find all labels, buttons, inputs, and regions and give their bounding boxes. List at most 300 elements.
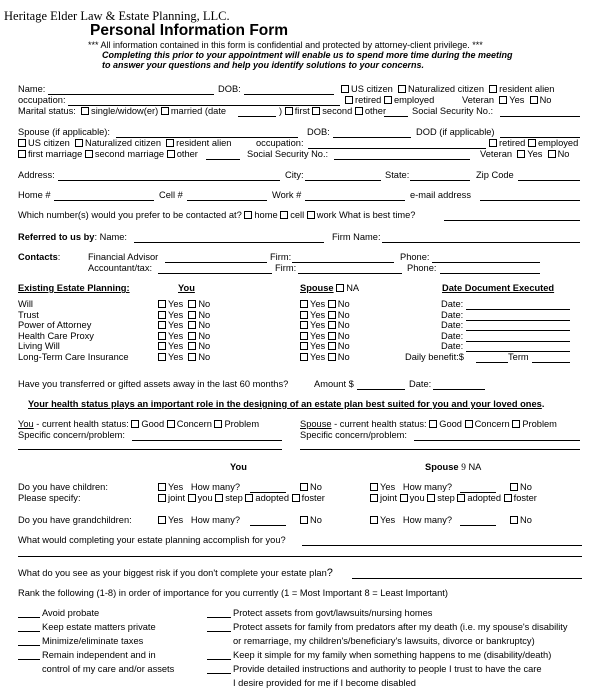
estate-item-label: Living Will — [18, 341, 60, 351]
spouse-problem-label: Problem — [522, 419, 557, 429]
naturalized-checkbox[interactable] — [398, 85, 406, 93]
daily-benefit-label: Daily benefit:$ — [405, 352, 464, 362]
you-joint-label: joint — [168, 493, 186, 503]
married-date-field[interactable] — [238, 116, 276, 117]
you-children-yes-checkbox[interactable] — [158, 483, 166, 491]
you-grandchildren-no — [300, 515, 322, 526]
spouse-veteran-label: Veteran — [480, 149, 513, 159]
estate-item-label: Health Care Proxy — [18, 331, 94, 341]
estate-you-yes-checkbox[interactable] — [158, 321, 166, 329]
you-concern-label: Concern — [176, 419, 212, 429]
estate-spouse-no-checkbox[interactable] — [328, 332, 336, 340]
estate-spouse-yes-checkbox[interactable] — [300, 321, 308, 329]
estate-date-label: Date: — [441, 331, 464, 341]
other-checkbox[interactable] — [355, 107, 363, 115]
estate-spouse-yes-label: Yes — [310, 341, 326, 351]
transfer-date-field[interactable] — [433, 389, 485, 390]
estate-spouse-no-checkbox[interactable] — [328, 321, 336, 329]
spouse-citizenship-options — [18, 138, 231, 149]
advisor-phone-label: Phone: — [400, 252, 430, 262]
rank-option-label: control of my care and/or assets — [42, 664, 175, 674]
estate-date-label: Date: — [441, 299, 464, 309]
estate-you-no-checkbox[interactable] — [188, 311, 196, 319]
best-time-label: What is best time? — [339, 210, 416, 220]
spouse-retired-label: retired — [499, 138, 526, 148]
contacts-colon: : — [57, 252, 61, 262]
confidential-notice: *** All information contained in this form is confidential and protected by attorney-client privilege. *** — [88, 40, 483, 50]
estate-you-yes-label: Yes — [168, 341, 184, 351]
first-marriage-label: first marriage — [28, 149, 83, 159]
employed-checkbox[interactable] — [384, 96, 392, 104]
you-joint-checkbox[interactable] — [158, 494, 166, 502]
estate-date-label: Date: — [441, 341, 464, 351]
you-health-row — [18, 419, 259, 430]
have-children-label: Do you have children: — [18, 482, 108, 492]
spouse-step-label: step — [437, 493, 455, 503]
you-specific-field[interactable] — [132, 440, 282, 441]
spouse-good-label: Good — [439, 419, 462, 429]
spouse-children-no-checkbox[interactable] — [510, 483, 518, 491]
you-grandchildren-yes-label: Yes — [168, 515, 184, 525]
estate-spouse-no-label: No — [337, 341, 350, 351]
spouse-resident-alien-checkbox[interactable] — [166, 139, 174, 147]
employment-options — [345, 95, 434, 106]
rank-blank[interactable] — [18, 631, 40, 632]
spouse-veteran-yes-checkbox[interactable] — [517, 150, 525, 158]
rank-option-label: Protect assets for family from predators after my death (i.e. my spouse's disability — [233, 622, 568, 632]
spouse-other-label: other — [176, 149, 198, 159]
spouse-grandchildren-count-field[interactable] — [460, 525, 496, 526]
rank-blank[interactable] — [207, 617, 231, 618]
rank-blank[interactable] — [18, 645, 40, 646]
you-children-how-many-label: How many? — [190, 482, 241, 492]
spouse-grandchildren-no-checkbox[interactable] — [510, 516, 518, 524]
you-good-checkbox[interactable] — [131, 420, 139, 428]
estate-date-field[interactable] — [466, 341, 570, 342]
marital-status-row — [18, 106, 226, 117]
estate-spouse-no-label: No — [337, 352, 350, 362]
spouse-specific-field[interactable] — [414, 440, 580, 441]
transfer-amount-field[interactable] — [357, 389, 405, 390]
spouse-other-field[interactable] — [206, 159, 240, 160]
estate-you-options — [158, 352, 210, 363]
children-you-heading: You — [230, 462, 247, 472]
email-label: e-mail address — [410, 190, 471, 200]
veteran-yes-checkbox[interactable] — [499, 96, 507, 104]
work-phone-label: Work # — [272, 190, 302, 200]
risk-question: What do you see as your biggest risk if you don't complete your estate plan — [18, 568, 327, 578]
estate-spouse-yes-checkbox[interactable] — [300, 311, 308, 319]
estate-spouse-yes-label: Yes — [310, 310, 326, 320]
you-problem-checkbox[interactable] — [214, 420, 222, 428]
you-children-options — [158, 482, 240, 493]
estate-you-no-label: No — [198, 320, 211, 330]
spouse-good-checkbox[interactable] — [429, 420, 437, 428]
transfer-amount-label: Amount $ — [314, 379, 354, 389]
first-marriage-checkbox[interactable] — [18, 150, 26, 158]
home-phone-label: Home # — [18, 190, 51, 200]
rank-option-label: Remain independent and in — [42, 650, 156, 660]
please-specify-label: Please specify: — [18, 493, 81, 503]
rank-option-label: Provide detailed instructions and authority to people I trust to have the care — [233, 664, 542, 674]
estate-you-no-label: No — [198, 299, 211, 309]
married-checkbox[interactable] — [161, 107, 169, 115]
spouse-ssn-field[interactable] — [334, 159, 470, 160]
children-spouse-na: NA — [468, 462, 482, 472]
estate-you-no-checkbox[interactable] — [188, 332, 196, 340]
rank-blank[interactable] — [207, 631, 231, 632]
spouse-children-options — [370, 482, 452, 493]
estate-you-heading: You — [178, 283, 195, 293]
estate-item-label: Will — [18, 299, 33, 309]
intro-line-1: Completing this prior to your appointment will enable us to spend more time during the meeting — [102, 50, 513, 60]
firm-name: Heritage Elder Law & Estate Planning, LLC. — [4, 9, 230, 23]
spouse-us-citizen-checkbox[interactable] — [18, 139, 26, 147]
estate-you-no-checkbox[interactable] — [188, 300, 196, 308]
estate-spouse-label: Spouse — [300, 283, 334, 293]
spouse-foster-label: foster — [513, 493, 537, 503]
first-checkbox[interactable] — [285, 107, 293, 115]
you-problem-label: Problem — [224, 419, 260, 429]
financial-advisor-label: Financial Advisor — [88, 252, 159, 262]
estate-spouse-no-checkbox[interactable] — [328, 311, 336, 319]
you-health-label: You — [18, 419, 34, 429]
children-spouse-heading — [425, 462, 481, 474]
estate-date-field[interactable] — [466, 320, 570, 321]
estate-date-field[interactable] — [466, 330, 570, 331]
estate-date-label: Date: — [441, 320, 464, 330]
rank-option-label: Keep estate matters private — [42, 622, 156, 632]
second-checkbox[interactable] — [312, 107, 320, 115]
accomplish-question: What would completing your estate planning accomplish for you? — [18, 535, 286, 545]
naturalized-label: Naturalized citizen — [408, 84, 484, 94]
intro-line-2: to answer your questions and help you identify solutions to your concerns. — [102, 60, 425, 70]
estate-you-yes-checkbox[interactable] — [158, 311, 166, 319]
children-spouse-label: Spouse — [425, 462, 459, 472]
spouse-grandchildren-how-many-label: How many? — [402, 515, 453, 525]
estate-spouse-na-label: NA — [346, 283, 360, 293]
other-label: other — [364, 106, 387, 116]
other-field[interactable] — [384, 116, 408, 117]
estate-you-yes-label: Yes — [168, 320, 184, 330]
estate-heading: Existing Estate Planning: — [18, 283, 130, 293]
estate-you-no-checkbox[interactable] — [188, 321, 196, 329]
estate-you-no-label: No — [198, 352, 211, 362]
estate-you-yes-checkbox[interactable] — [158, 353, 166, 361]
spouse-grandchildren-no — [510, 515, 532, 526]
spouse-joint-checkbox[interactable] — [370, 494, 378, 502]
spouse-grandchildren-options — [370, 515, 452, 526]
estate-item-label: Power of Attorney — [18, 320, 92, 330]
resident-alien-checkbox[interactable] — [489, 85, 497, 93]
resident-alien-label: resident alien — [499, 84, 555, 94]
spouse-naturalized-label: Naturalized citizen — [85, 138, 161, 148]
estate-you-yes-checkbox[interactable] — [158, 300, 166, 308]
spouse-specific-field-2[interactable] — [300, 449, 580, 450]
married-label: married (date — [170, 106, 227, 116]
health-banner-text: Your health status plays an important role in the designing of an estate plan best suited for you and your loved ones — [28, 399, 542, 409]
estate-you-options — [158, 299, 210, 310]
estate-spouse-yes-label: Yes — [310, 320, 326, 330]
daily-benefit-field[interactable] — [476, 362, 508, 363]
you-specific-field-2[interactable] — [18, 449, 282, 450]
accountant-phone-field[interactable] — [440, 273, 540, 274]
city-label: City: — [285, 170, 304, 180]
second-label: second — [322, 106, 353, 116]
ssn-label: Social Security No.: — [412, 106, 494, 116]
estate-item-label: Trust — [18, 310, 39, 320]
us-citizen-checkbox[interactable] — [341, 85, 349, 93]
zip-label: Zip Code — [476, 170, 514, 180]
spouse-ssn-label: Social Security No.: — [247, 149, 329, 159]
single-checkbox[interactable] — [81, 107, 89, 115]
accountant-label: Accountant/tax: — [88, 263, 153, 273]
spouse-adopted-checkbox[interactable] — [457, 494, 465, 502]
spouse-children-no — [510, 482, 532, 493]
spouse-children-how-many-label: How many? — [402, 482, 453, 492]
spouse-employed-label: employed — [537, 138, 579, 148]
estate-date-field[interactable] — [466, 309, 570, 310]
spouse-veteran-no-checkbox[interactable] — [548, 150, 556, 158]
estate-spouse-no-label: No — [337, 310, 350, 320]
first-label: first — [294, 106, 310, 116]
advisor-phone-field[interactable] — [432, 262, 540, 263]
transfer-question: Have you transferred or gifted assets away in the last 60 months? — [18, 379, 289, 389]
estate-you-no-checkbox[interactable] — [188, 342, 196, 350]
estate-you-no-label: No — [198, 310, 211, 320]
contact-preference-row — [18, 210, 415, 221]
accountant-field[interactable] — [158, 273, 272, 274]
spouse-concern-checkbox[interactable] — [465, 420, 473, 428]
retired-checkbox[interactable] — [345, 96, 353, 104]
spouse-grandchildren-yes-checkbox[interactable] — [370, 516, 378, 524]
accountant-firm-field[interactable] — [298, 273, 402, 274]
estate-spouse-no-checkbox[interactable] — [328, 353, 336, 361]
name-label: Name: — [18, 84, 46, 94]
estate-spouse-yes-label: Yes — [310, 331, 326, 341]
spouse-employed-checkbox[interactable] — [528, 139, 536, 147]
spouse-label: Spouse (if applicable): — [18, 127, 110, 137]
spouse-children-no-label: No — [520, 482, 532, 492]
spouse-adopted-label: adopted — [467, 493, 502, 503]
rank-blank[interactable] — [207, 659, 231, 660]
you-grandchildren-no-checkbox[interactable] — [300, 516, 308, 524]
referral-label: Referred to us by — [18, 232, 95, 242]
marital-status-label: Marital status: — [18, 106, 76, 116]
spouse-dob-field[interactable] — [333, 137, 411, 138]
accountant-phone-label: Phone: — [407, 263, 437, 273]
you-good-label: Good — [141, 419, 165, 429]
spouse-dod-label: DOD (if applicable) — [416, 127, 495, 137]
you-health-rest: - current health status: — [33, 419, 129, 429]
ssn-field[interactable] — [500, 116, 580, 117]
estate-spouse-no-label: No — [337, 331, 350, 341]
spouse-grandchildren-yes-label: Yes — [380, 515, 396, 525]
second-marriage-checkbox[interactable] — [85, 150, 93, 158]
single-label: single/widow(er) — [91, 106, 159, 116]
accomplish-field[interactable] — [302, 545, 582, 546]
you-children-no-checkbox[interactable] — [300, 483, 308, 491]
spouse-children-type-options — [370, 493, 537, 504]
transfer-date-label: Date: — [409, 379, 432, 389]
occupation-label: occupation: — [18, 95, 66, 105]
risk-qmark: ? — [326, 567, 333, 579]
risk-field[interactable] — [352, 578, 582, 579]
spouse-occupation-field[interactable] — [308, 148, 486, 149]
referral-name-field[interactable] — [134, 242, 324, 243]
you-grandchildren-options — [158, 515, 240, 526]
you-children-yes-label: Yes — [168, 482, 184, 492]
health-banner — [28, 399, 544, 410]
city-field[interactable] — [305, 180, 381, 181]
estate-spouse-no-label: No — [337, 299, 350, 309]
estate-spouse-yes-checkbox[interactable] — [300, 353, 308, 361]
citizenship-options — [341, 84, 554, 95]
you-grandchildren-yes-checkbox[interactable] — [158, 516, 166, 524]
rank-option-label: Minimize/eliminate taxes — [42, 636, 144, 646]
advisor-firm-field[interactable] — [292, 262, 394, 263]
dob-label: DOB: — [218, 84, 241, 94]
retired-label: retired — [355, 95, 382, 105]
estate-spouse-yes-checkbox[interactable] — [300, 332, 308, 340]
spouse-joint-label: joint — [380, 493, 398, 503]
rank-blank[interactable] — [18, 659, 40, 660]
best-time-field[interactable] — [444, 220, 580, 221]
spouse-dob-label: DOB: — [307, 127, 330, 137]
financial-advisor-field[interactable] — [165, 262, 267, 263]
term-label: Term — [508, 352, 529, 362]
pref-work-checkbox[interactable] — [307, 211, 315, 219]
home-phone-field[interactable] — [54, 200, 154, 201]
spouse-veteran-options — [480, 149, 569, 160]
spouse-foster-checkbox[interactable] — [504, 494, 512, 502]
spouse-other-checkbox[interactable] — [167, 150, 175, 158]
spouse-naturalized-checkbox[interactable] — [75, 139, 83, 147]
estate-spouse-no-label: No — [337, 320, 350, 330]
work-phone-field[interactable] — [305, 200, 405, 201]
spouse-grandchildren-no-label: No — [520, 515, 532, 525]
pref-home-label: home — [254, 210, 278, 220]
estate-you-yes-label: Yes — [168, 352, 184, 362]
pref-cell-checkbox[interactable] — [280, 211, 288, 219]
children-spouse-nine: 9 — [461, 463, 466, 473]
you-step-label: step — [225, 493, 243, 503]
veteran-options — [462, 95, 551, 106]
spouse-problem-checkbox[interactable] — [512, 420, 520, 428]
contacts-label: Contacts — [18, 252, 58, 262]
pref-home-checkbox[interactable] — [244, 211, 252, 219]
you-foster-label: foster — [301, 493, 325, 503]
address-field[interactable] — [58, 180, 280, 181]
estate-you-options — [158, 341, 210, 352]
spouse-health-label: Spouse — [300, 419, 332, 429]
term-field[interactable] — [532, 362, 570, 363]
pref-work-label: work — [316, 210, 337, 220]
referral-firm-label: Firm Name: — [332, 232, 381, 242]
you-adopted-label: adopted — [255, 493, 290, 503]
rank-option-label: or remarriage, my children's/beneficiary's lawsuits, divorce or bankruptcy) — [233, 636, 535, 646]
veteran-no-checkbox[interactable] — [530, 96, 538, 104]
dob-field[interactable] — [244, 94, 334, 95]
employed-label: employed — [393, 95, 435, 105]
estate-spouse-options — [300, 341, 350, 352]
name-field[interactable] — [48, 94, 214, 95]
you-grandchildren-count-field[interactable] — [250, 525, 286, 526]
estate-you-yes-label: Yes — [168, 299, 184, 309]
contact-pref-question: Which number(s) would you prefer to be contacted at? — [18, 210, 242, 220]
estate-spouse-na-checkbox[interactable] — [336, 284, 344, 292]
email-field[interactable] — [480, 200, 580, 201]
rank-option-label: Protect assets from govt/lawsuits/nursing homes — [233, 608, 433, 618]
spouse-you-checkbox[interactable] — [400, 494, 408, 502]
you-foster-checkbox[interactable] — [292, 494, 300, 502]
estate-you-yes-checkbox[interactable] — [158, 332, 166, 340]
estate-you-options — [158, 320, 210, 331]
referral-firm-field[interactable] — [382, 242, 580, 243]
spouse-step-checkbox[interactable] — [427, 494, 435, 502]
risk-question-row — [18, 567, 333, 580]
referral-name-label: : Name: — [94, 232, 128, 242]
you-grandchildren-no-label: No — [310, 515, 322, 525]
spouse-resident-alien-label: resident alien — [176, 138, 232, 148]
pref-cell-label: cell — [290, 210, 305, 220]
spouse-concern-label: Concern — [474, 419, 510, 429]
estate-you-no-checkbox[interactable] — [188, 353, 196, 361]
you-concern-checkbox[interactable] — [167, 420, 175, 428]
you-you-label: you — [197, 493, 213, 503]
spouse-us-citizen-label: US citizen — [28, 138, 70, 148]
estate-date-label: Date: — [441, 310, 464, 320]
estate-spouse-options — [300, 352, 350, 363]
spouse-specific-label: Specific concern/problem: — [300, 430, 407, 440]
estate-spouse-options — [300, 299, 350, 310]
estate-spouse-yes-checkbox[interactable] — [300, 342, 308, 350]
address-label: Address: — [18, 170, 55, 180]
rank-blank[interactable] — [18, 617, 40, 618]
accountant-firm-label: Firm: — [275, 263, 297, 273]
spouse-health-row — [300, 419, 557, 430]
estate-spouse-yes-checkbox[interactable] — [300, 300, 308, 308]
veteran-no-label: No — [539, 95, 552, 105]
estate-you-yes-checkbox[interactable] — [158, 342, 166, 350]
rank-blank[interactable] — [207, 673, 231, 674]
you-adopted-checkbox[interactable] — [245, 494, 253, 502]
estate-spouse-no-checkbox[interactable] — [328, 300, 336, 308]
spouse-employment-options — [489, 138, 578, 149]
accomplish-field-2[interactable] — [18, 556, 582, 557]
health-banner-end: . — [541, 399, 545, 409]
spouse-children-yes-checkbox[interactable] — [370, 483, 378, 491]
spouse-veteran-no-label: No — [557, 149, 570, 159]
rank-option-label: Avoid probate — [42, 608, 100, 618]
estate-spouse-yes-label: Yes — [310, 299, 326, 309]
state-field[interactable] — [410, 180, 470, 181]
you-step-checkbox[interactable] — [215, 494, 223, 502]
you-you-checkbox[interactable] — [188, 494, 196, 502]
veteran-label: Veteran — [462, 95, 495, 105]
us-citizen-label: US citizen — [351, 84, 393, 94]
spouse-veteran-yes-label: Yes — [527, 149, 543, 159]
spouse-retired-checkbox[interactable] — [489, 139, 497, 147]
cell-phone-field[interactable] — [187, 200, 267, 201]
you-children-no — [300, 482, 322, 493]
estate-spouse-yes-label: Yes — [310, 352, 326, 362]
you-children-type-options — [158, 493, 325, 504]
you-grandchildren-how-many-label: How many? — [190, 515, 241, 525]
zip-field[interactable] — [518, 180, 580, 181]
estate-spouse-no-checkbox[interactable] — [328, 342, 336, 350]
spouse-you-label: you — [409, 493, 425, 503]
